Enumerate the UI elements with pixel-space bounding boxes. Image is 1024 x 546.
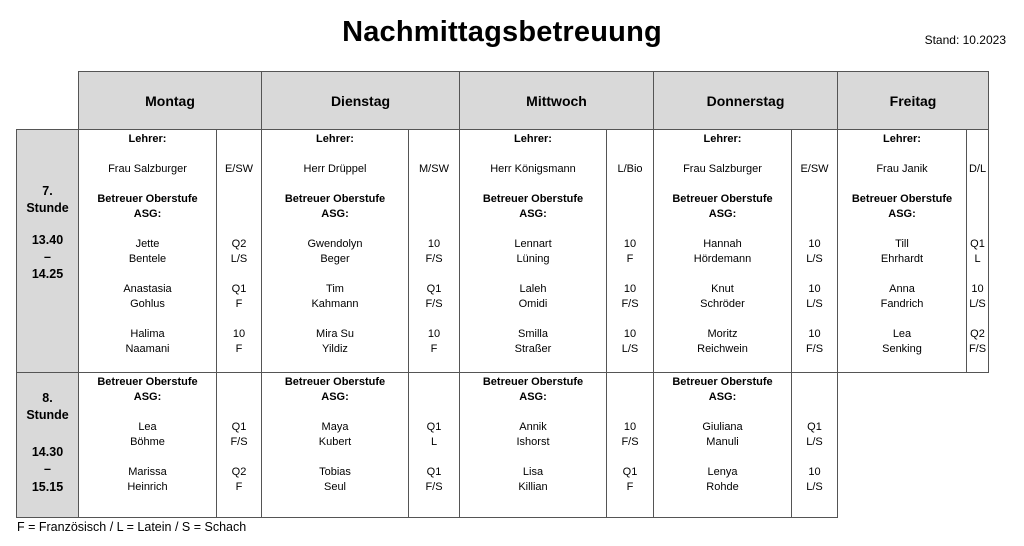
betreuer-label-asg: ASG: (888, 208, 916, 220)
period-8-dienstag (262, 373, 460, 518)
student-code: L/S (230, 253, 248, 265)
cell-line (262, 297, 459, 311)
student-first-name: Mira Su (316, 328, 354, 340)
student-last-name: Ishorst (516, 436, 550, 448)
student-last-name: Kubert (318, 436, 352, 448)
betreuer-label: Betreuer Oberstufe (482, 193, 584, 205)
student-last-name: Hördemann (693, 253, 752, 265)
student-first-name: Anna (889, 283, 915, 295)
teacher-subject: E/SW (800, 163, 829, 175)
student-first-name: Jette (135, 238, 160, 250)
teacher-name: Frau Salzburger (108, 163, 187, 175)
cell-line (838, 252, 988, 266)
cell-line (460, 237, 653, 251)
day-header-freitag: Freitag (838, 72, 989, 130)
cell-line (838, 282, 988, 296)
cell-line (654, 480, 837, 494)
header-row (17, 72, 989, 130)
cell-line (262, 237, 459, 251)
cell-line (838, 192, 988, 206)
cell-line (79, 192, 261, 206)
student-last-name: Ehrhardt (880, 253, 924, 265)
cell-line (460, 282, 653, 296)
betreuer-label-asg: ASG: (708, 391, 737, 403)
student-first-name: Till (895, 238, 909, 250)
student-last-name: Reichwein (697, 343, 748, 355)
student-last-name: Omidi (518, 298, 548, 310)
teacher-subject: E/SW (224, 163, 254, 175)
betreuer-label-asg: ASG: (519, 391, 547, 403)
student-code: F/S (425, 253, 443, 265)
cell-line (79, 420, 261, 434)
stand-date: Stand: 10.2023 (924, 33, 1006, 47)
student-first-name: Anastasia (123, 283, 172, 295)
cell-line (262, 282, 459, 296)
cell-content (654, 373, 837, 517)
cell-line (79, 282, 261, 296)
student-code: L/S (806, 436, 823, 448)
betreuer-label: Betreuer Oberstufe (97, 376, 198, 388)
period-8-freitag-empty (838, 373, 989, 518)
betreuer-label: Betreuer Oberstufe (482, 376, 584, 388)
betreuer-label: Betreuer Oberstufe (284, 193, 386, 205)
cell-line (460, 207, 653, 221)
teacher-name: Frau Janik (876, 163, 928, 175)
student-code: L/S (621, 343, 639, 355)
student-first-name: Marissa (128, 466, 167, 478)
student-last-name: Rohde (706, 481, 739, 493)
betreuer-label: Betreuer Oberstufe (672, 376, 773, 388)
cell-line (262, 480, 459, 494)
period-7-time (17, 130, 79, 373)
cell-line (460, 162, 653, 176)
cell-line (79, 327, 261, 341)
cell-line (460, 435, 653, 449)
teacher-subject: D/L (968, 163, 987, 175)
student-grade: 10 (623, 238, 637, 250)
cell-line (79, 342, 261, 356)
cell-content (79, 373, 261, 517)
student-first-name: Halima (130, 328, 165, 340)
cell-line (654, 327, 837, 341)
cell-line (262, 162, 459, 176)
period-8-row (17, 373, 989, 518)
student-first-name: Lea (892, 328, 912, 340)
cell-line (262, 420, 459, 434)
student-grade: 10 (808, 283, 821, 295)
cell-content (838, 130, 988, 372)
cell-line (79, 465, 261, 479)
period-7-row (17, 130, 989, 373)
student-code: F/S (968, 343, 987, 355)
student-grade: 10 (808, 328, 821, 340)
betreuer-label-asg: ASG: (133, 391, 162, 403)
student-code: F (235, 343, 243, 355)
student-code: F (235, 481, 243, 493)
teacher-label: Lehrer: (883, 133, 921, 145)
cell-content (262, 130, 459, 372)
teacher-name: Herr Königsmann (490, 163, 576, 175)
corner-cell (17, 72, 79, 130)
betreuer-label: Betreuer Oberstufe (97, 193, 198, 205)
period-7-montag (79, 130, 262, 373)
cell-line (262, 390, 459, 404)
period-7-donnerstag (654, 130, 838, 373)
student-last-name: Bentele (128, 253, 167, 265)
period-8-mittwoch (460, 373, 654, 518)
student-last-name: Kahmann (311, 298, 359, 310)
cell-line (79, 375, 261, 389)
cell-line (838, 132, 988, 146)
cell-line (262, 252, 459, 266)
student-last-name: Senking (882, 343, 922, 355)
student-code: F (626, 253, 634, 265)
student-code: F/S (621, 298, 639, 310)
period-label-stunde: Stunde (26, 201, 69, 215)
student-last-name: Seul (323, 481, 347, 493)
student-first-name: Annik (519, 421, 547, 433)
teacher-name: Herr Drüppel (303, 163, 367, 175)
student-grade: Q1 (970, 238, 985, 250)
student-last-name: Heinrich (127, 481, 168, 493)
student-first-name: Laleh (519, 283, 547, 295)
cell-line (838, 327, 988, 341)
cell-line (79, 132, 261, 146)
cell-line (262, 192, 459, 206)
student-grade: 10 (427, 328, 441, 340)
day-header-mittwoch: Mittwoch (460, 72, 654, 130)
student-code: F/S (230, 436, 248, 448)
student-first-name: Giuliana (702, 421, 743, 433)
student-code: L/S (969, 298, 986, 310)
student-code: F (430, 343, 438, 355)
cell-line (262, 327, 459, 341)
student-grade: 10 (427, 238, 441, 250)
cell-line (654, 207, 837, 221)
cell-content (654, 130, 837, 372)
period-start: 13.40 (31, 233, 64, 247)
cell-line (460, 420, 653, 434)
student-first-name: Gwendolyn (307, 238, 363, 250)
student-grade: Q2 (231, 466, 247, 478)
betreuer-label-asg: ASG: (133, 208, 162, 220)
period-end: 15.15 (31, 480, 64, 494)
teacher-label: Lehrer: (128, 133, 167, 145)
cell-line (838, 162, 988, 176)
student-last-name: Böhme (130, 436, 165, 448)
legend-footnote: F = Französisch / L = Latein / S = Schach (17, 520, 247, 534)
student-grade: Q2 (231, 238, 247, 250)
cell-line (654, 297, 837, 311)
student-grade: 10 (808, 238, 821, 250)
teacher-subject: L/Bio (617, 163, 643, 175)
student-grade: 10 (971, 283, 984, 295)
student-last-name: Gohlus (130, 298, 165, 310)
student-first-name: Hannah (703, 238, 742, 250)
period-label-stunde: Stunde (26, 408, 69, 422)
cell-line (460, 480, 653, 494)
student-first-name: Tobias (319, 466, 351, 478)
student-grade: 10 (232, 328, 246, 340)
cell-line (838, 207, 988, 221)
cell-line (654, 465, 837, 479)
student-last-name: Fandrich (880, 298, 924, 310)
cell-line (654, 237, 837, 251)
student-grade: Q1 (807, 421, 822, 433)
student-code: L (974, 253, 981, 265)
student-code: L/S (806, 298, 823, 310)
student-first-name: Lea (138, 421, 157, 433)
student-grade: Q1 (231, 283, 247, 295)
cell-line (79, 297, 261, 311)
student-grade: Q1 (231, 421, 247, 433)
student-first-name: Smilla (518, 328, 548, 340)
betreuer-label-asg: ASG: (321, 391, 349, 403)
teacher-label: Lehrer: (703, 133, 742, 145)
student-last-name: Naamani (125, 343, 170, 355)
cell-content (460, 373, 653, 517)
cell-line (654, 342, 837, 356)
student-last-name: Lüning (516, 253, 550, 265)
student-last-name: Yildiz (322, 343, 348, 355)
cell-line (262, 375, 459, 389)
student-last-name: Killian (518, 481, 548, 493)
cell-line (654, 420, 837, 434)
student-grade: Q1 (426, 466, 442, 478)
teacher-label: Lehrer: (514, 133, 552, 145)
student-last-name: Beger (320, 253, 350, 265)
cell-line (460, 375, 653, 389)
cell-line (79, 480, 261, 494)
cell-line (654, 252, 837, 266)
student-first-name: Moritz (707, 328, 738, 340)
cell-content (460, 130, 653, 372)
betreuer-label-asg: ASG: (708, 208, 737, 220)
cell-line (654, 132, 837, 146)
student-code: F/S (805, 343, 824, 355)
schedule-table (16, 71, 989, 518)
student-first-name: Knut (711, 283, 734, 295)
period-start: 14.30 (31, 445, 64, 459)
period-7-mittwoch (460, 130, 654, 373)
student-grade: Q1 (622, 466, 638, 478)
betreuer-label: Betreuer Oberstufe (672, 193, 773, 205)
cell-line (79, 237, 261, 251)
cell-line (79, 435, 261, 449)
teacher-label: Lehrer: (316, 133, 354, 145)
student-last-name: Straßer (514, 343, 552, 355)
cell-line (654, 162, 837, 176)
cell-line (262, 465, 459, 479)
cell-line (654, 192, 837, 206)
cell-line (654, 375, 837, 389)
cell-line (460, 327, 653, 341)
cell-content (79, 130, 261, 372)
cell-line (654, 390, 837, 404)
student-grade: Q1 (426, 421, 442, 433)
page-title: Nachmittagsbetreuung (342, 16, 662, 48)
cell-line (460, 192, 653, 206)
student-last-name: Schröder (700, 298, 745, 310)
student-grade: 10 (623, 421, 637, 433)
cell-line (262, 132, 459, 146)
student-code: F/S (621, 436, 639, 448)
student-last-name: Manuli (706, 436, 739, 448)
student-first-name: Lisa (522, 466, 544, 478)
student-first-name: Lenya (707, 466, 738, 478)
cell-line (262, 207, 459, 221)
student-code: F (235, 298, 243, 310)
teacher-name: Frau Salzburger (683, 163, 762, 175)
student-first-name: Tim (326, 283, 344, 295)
student-first-name: Maya (321, 421, 349, 433)
cell-line (460, 390, 653, 404)
cell-line (79, 162, 261, 176)
student-code: L/S (806, 253, 823, 265)
cell-line (838, 297, 988, 311)
cell-line (79, 390, 261, 404)
student-code: F/S (425, 298, 443, 310)
cell-line (654, 435, 837, 449)
cell-line (838, 342, 988, 356)
period-dash: – (44, 250, 51, 264)
day-header-montag: Montag (79, 72, 262, 130)
cell-line (460, 342, 653, 356)
period-label: 7. (42, 184, 53, 198)
period-7-dienstag (262, 130, 460, 373)
student-first-name: Lennart (514, 238, 552, 250)
cell-line (262, 435, 459, 449)
betreuer-label: Betreuer Oberstufe (851, 193, 953, 205)
student-grade: 10 (623, 328, 637, 340)
teacher-subject: M/SW (419, 163, 449, 175)
period-8-donnerstag (654, 373, 838, 518)
period-7-freitag (838, 130, 989, 373)
cell-line (79, 207, 261, 221)
cell-line (460, 132, 653, 146)
day-header-dienstag: Dienstag (262, 72, 460, 130)
student-code: F (626, 481, 634, 493)
day-header-donnerstag: Donnerstag (654, 72, 838, 130)
student-grade: Q1 (426, 283, 442, 295)
cell-line (79, 252, 261, 266)
cell-line (838, 237, 988, 251)
cell-line (460, 252, 653, 266)
period-end: 14.25 (31, 267, 64, 281)
student-grade: 10 (623, 283, 637, 295)
period-dash: – (44, 462, 51, 476)
student-code: F/S (425, 481, 443, 493)
period-label: 8. (42, 391, 53, 405)
betreuer-label-asg: ASG: (519, 208, 547, 220)
betreuer-label: Betreuer Oberstufe (284, 376, 386, 388)
student-code: L (430, 436, 438, 448)
cell-line (460, 465, 653, 479)
cell-line (654, 282, 837, 296)
student-grade: 10 (808, 466, 821, 478)
betreuer-label-asg: ASG: (321, 208, 349, 220)
cell-content (262, 373, 459, 517)
cell-line (262, 342, 459, 356)
student-grade: Q2 (970, 328, 985, 340)
cell-line (460, 297, 653, 311)
student-code: L/S (806, 481, 823, 493)
period-8-time (17, 373, 79, 518)
period-8-montag (79, 373, 262, 518)
